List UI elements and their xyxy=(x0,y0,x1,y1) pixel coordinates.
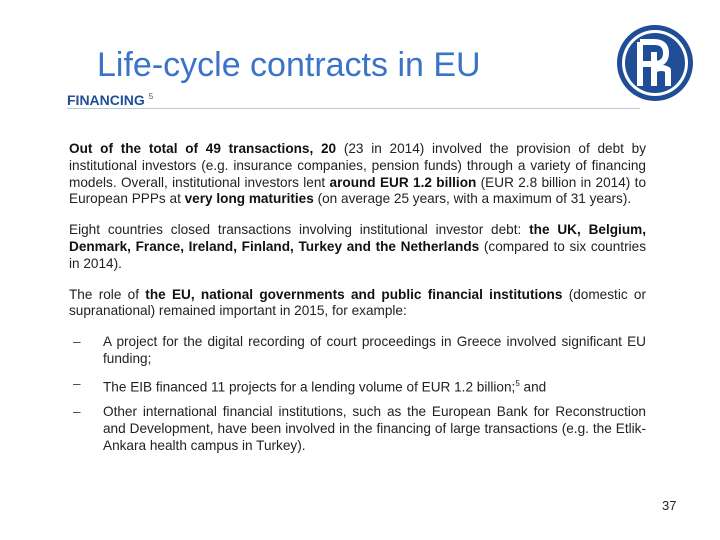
hse-logo-icon xyxy=(614,22,696,104)
page-number: 37 xyxy=(662,498,677,513)
section-divider xyxy=(67,108,640,109)
paragraph-role: The role of the EU, national governments and public financial institutions (domestic or supranational) remained important in 2015, for example: xyxy=(69,286,647,319)
example-list xyxy=(69,334,646,454)
paragraph-transactions: Out of the total of 49 transactions, 20 (23 in 2014) involved the provision of debt by institutional investors (e.g. insurance companies, pension funds) through a variety of financing models. Overall, institutional investors lent around EUR 1.2 billion (EUR 2.8 billion in 2014) to European PPPs at very long maturities (on average 25 years, with a maximum of 31 years). xyxy=(69,141,647,207)
section-heading xyxy=(67,92,153,108)
paragraph-countries: Eight countries closed transactions involving institutional investor debt: the UK, Belgium, Denmark, France, Ireland, Finland, Turkey and the Netherlands (compared to six countries in 2014). xyxy=(69,222,646,271)
list-item: – A project for the digital recording of court proceedings in Greece involved significant EU funding; xyxy=(73,334,646,366)
list-item: – Other international financial institutions, such as the European Bank for Reconstruction and Development, have been involved in the financing of large transactions (e.g. the Etlik-Ankara health campus in Turkey). xyxy=(73,404,646,453)
list-item: – The EIB financed 11 projects for a lending volume of EUR 1.2 billion;$^5$ and xyxy=(73,375,547,395)
slide-title: Life-cycle contracts in EU xyxy=(97,46,481,84)
body-text xyxy=(69,141,646,462)
section-label: FINANCING xyxy=(67,92,145,108)
footnote-ref: 5 xyxy=(148,92,154,102)
